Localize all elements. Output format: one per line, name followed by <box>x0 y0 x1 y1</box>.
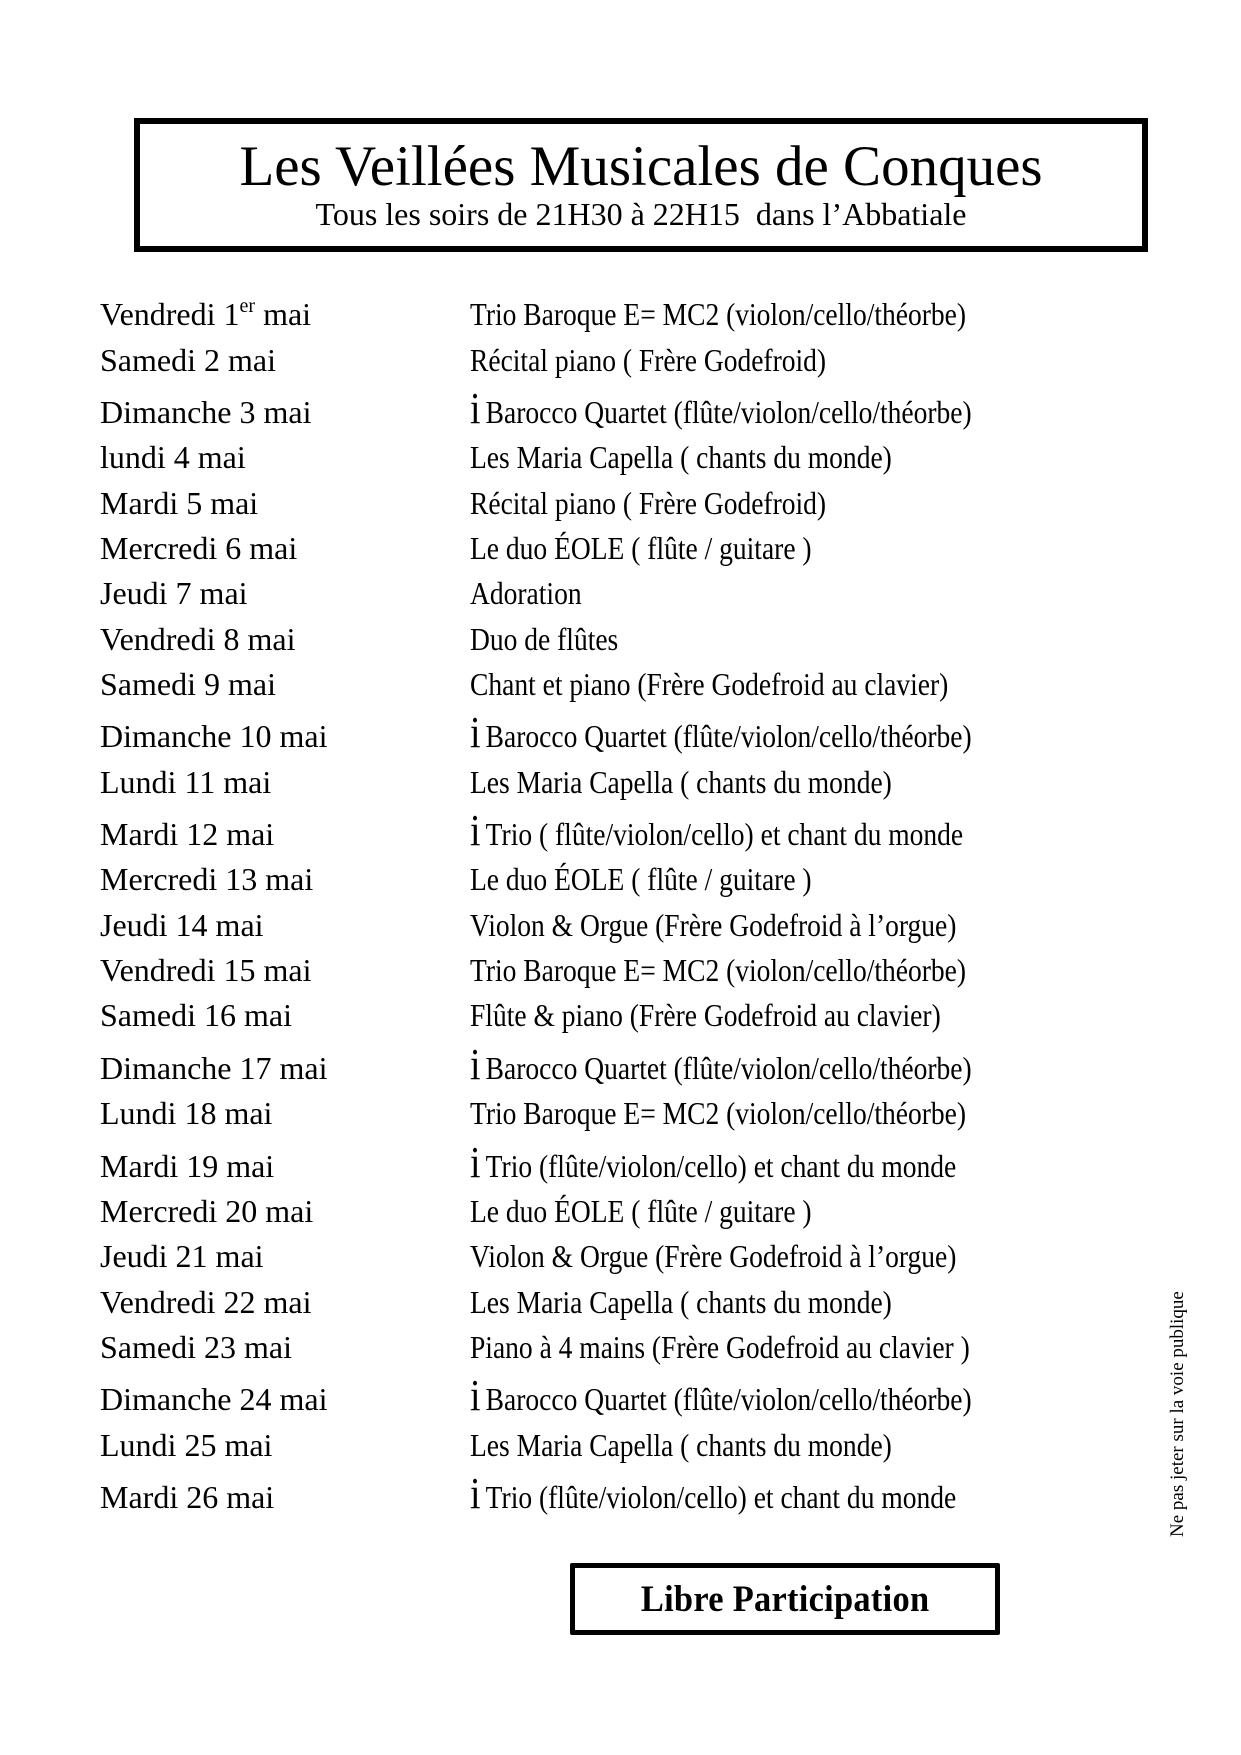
schedule-event <box>470 1039 972 1089</box>
footer-label: Libre Participation <box>640 1578 930 1620</box>
schedule-row <box>0 285 1140 333</box>
schedule-event-text: Trio (flûte/violon/cello) et chant du monde <box>485 1147 957 1184</box>
info-i-icon: i <box>470 384 481 434</box>
schedule-row <box>0 700 1140 758</box>
schedule-event-text: Les Maria Capella ( chants du monde) <box>470 1283 892 1320</box>
schedule-date-text: Lundi 25 mai <box>100 1426 273 1463</box>
schedule-event <box>470 665 949 702</box>
schedule-date-text: Vendredi 22 mai <box>100 1283 312 1320</box>
schedule-event-text: Barocco Quartet (flûte/violon/cello/théorbe) <box>485 718 972 755</box>
schedule-event-text: Barocco Quartet (flûte/violon/cello/théorbe) <box>485 1381 972 1418</box>
schedule-event-text: Violon & Orgue (Frère Godefroid à l’orgue) <box>470 906 957 943</box>
schedule-row <box>0 655 1140 700</box>
schedule-row <box>0 1227 1140 1275</box>
schedule-event <box>470 1283 892 1320</box>
schedule-date-text: Dimanche 10 mai <box>100 718 328 755</box>
schedule-event <box>470 763 892 800</box>
schedule-event <box>470 296 967 333</box>
schedule-list <box>0 285 1140 1519</box>
schedule-date <box>100 1283 312 1320</box>
schedule-date <box>100 1192 314 1229</box>
schedule-event-text: Duo de flûtes <box>470 620 619 657</box>
schedule-date-text: Mercredi 20 mai <box>100 1192 314 1229</box>
schedule-event <box>470 997 941 1034</box>
schedule-row <box>0 1363 1140 1421</box>
schedule-event-text: Le duo ÉOLE ( flûte / guitare ) <box>470 861 812 898</box>
schedule-row <box>0 1084 1140 1132</box>
schedule-event <box>470 529 812 566</box>
schedule-event <box>470 1328 970 1365</box>
schedule-date-text: Lundi 18 mai <box>100 1095 273 1132</box>
schedule-event <box>470 1192 812 1229</box>
schedule-event-text: Les Maria Capella ( chants du monde) <box>470 439 892 476</box>
schedule-row <box>0 330 1140 378</box>
schedule-event-text: Le duo ÉOLE ( flûte / guitare ) <box>470 529 812 566</box>
schedule-event <box>470 806 964 856</box>
schedule-event-text: Trio Baroque E= MC2 (violon/cello/théorbe) <box>470 1095 967 1132</box>
schedule-date <box>100 439 246 476</box>
schedule-event-text: Le duo ÉOLE ( flûte / guitare ) <box>470 1192 812 1229</box>
schedule-date-text: lundi 4 mai <box>100 439 246 476</box>
schedule-row <box>0 1415 1140 1463</box>
schedule-event <box>470 384 972 434</box>
schedule-row <box>0 428 1140 476</box>
schedule-event <box>470 1238 957 1275</box>
schedule-event <box>470 708 972 758</box>
schedule-date-text: Mardi 19 mai <box>100 1147 275 1184</box>
schedule-date <box>100 1095 273 1132</box>
side-note: Ne pas jeter sur la voie publique <box>1167 1291 1188 1537</box>
schedule-date <box>100 341 276 378</box>
schedule-row <box>0 1272 1140 1320</box>
schedule-row <box>0 850 1140 898</box>
schedule-event-text: Barocco Quartet (flûte/violon/cello/théorbe) <box>485 394 972 431</box>
schedule-date <box>100 718 328 755</box>
schedule-row <box>0 376 1140 434</box>
schedule-date <box>100 294 312 333</box>
schedule-row <box>0 1129 1140 1187</box>
schedule-event <box>470 439 892 476</box>
schedule-date-text: Jeudi 21 mai <box>100 1238 264 1275</box>
schedule-event <box>470 1469 957 1519</box>
schedule-date <box>100 1328 292 1365</box>
schedule-date <box>100 394 312 431</box>
schedule-row <box>0 473 1140 521</box>
info-i-icon: i <box>470 1469 481 1519</box>
footer-box <box>570 1563 1000 1635</box>
schedule-date-text: Samedi 9 mai <box>100 665 276 702</box>
schedule-event-text: Violon & Orgue (Frère Godefroid à l’orgue) <box>470 1238 957 1275</box>
schedule-row <box>0 1031 1140 1089</box>
schedule-event-text: Adoration <box>470 575 582 612</box>
schedule-date-suffix: mai <box>255 296 312 333</box>
schedule-date-text: Mardi 12 mai <box>100 816 275 853</box>
schedule-date-text: Dimanche 24 mai <box>100 1381 328 1418</box>
schedule-date-text: Vendredi 15 mai <box>100 952 312 989</box>
schedule-date <box>100 665 276 702</box>
schedule-event-text: Trio ( flûte/violon/cello) et chant du monde <box>485 816 964 853</box>
schedule-event <box>470 620 619 657</box>
schedule-date <box>100 620 296 657</box>
schedule-row <box>0 519 1140 564</box>
schedule-date-text: Vendredi 8 mai <box>100 620 296 657</box>
schedule-event <box>470 341 827 378</box>
schedule-date-text: Mercredi 6 mai <box>100 529 298 566</box>
schedule-event <box>470 575 582 612</box>
schedule-date <box>100 529 298 566</box>
schedule-date-text: Dimanche 3 mai <box>100 394 312 431</box>
schedule-event-text: Trio Baroque E= MC2 (violon/cello/théorbe) <box>470 296 967 333</box>
schedule-date-text: Lundi 11 mai <box>100 763 272 800</box>
info-i-icon: i <box>470 708 481 758</box>
schedule-event <box>470 1371 972 1421</box>
schedule-row <box>0 798 1140 856</box>
schedule-event <box>470 952 967 989</box>
schedule-row <box>0 564 1140 612</box>
ordinal-superscript: er <box>239 294 256 317</box>
schedule-event-text: Les Maria Capella ( chants du monde) <box>470 1426 892 1463</box>
schedule-date <box>100 575 248 612</box>
schedule-date <box>100 816 275 853</box>
schedule-date <box>100 906 264 943</box>
schedule-date <box>100 952 312 989</box>
schedule-event <box>470 484 827 521</box>
schedule-event-text: Trio Baroque E= MC2 (violon/cello/théorbe) <box>470 952 967 989</box>
schedule-event <box>470 1095 967 1132</box>
schedule-date <box>100 484 259 521</box>
schedule-event-text: Trio (flûte/violon/cello) et chant du monde <box>485 1479 957 1516</box>
schedule-date <box>100 1479 275 1516</box>
schedule-date-text: Samedi 23 mai <box>100 1328 292 1365</box>
info-i-icon: i <box>470 1137 481 1187</box>
schedule-date <box>100 1049 328 1086</box>
schedule-date-text: Jeudi 7 mai <box>100 575 248 612</box>
schedule-row <box>0 1318 1140 1363</box>
schedule-row <box>0 1182 1140 1227</box>
page-title: Les Veillées Musicales de Conques <box>239 135 1043 198</box>
schedule-event-text: Récital piano ( Frère Godefroid) <box>470 341 827 378</box>
schedule-date <box>100 861 314 898</box>
schedule-event-text: Flûte & piano (Frère Godefroid au clavier) <box>470 997 941 1034</box>
schedule-row <box>0 986 1140 1034</box>
schedule-date <box>100 1426 273 1463</box>
schedule-row <box>0 752 1140 800</box>
schedule-row <box>0 1461 1140 1519</box>
schedule-row <box>0 895 1140 943</box>
schedule-event-text: Les Maria Capella ( chants du monde) <box>470 763 892 800</box>
schedule-event <box>470 1426 892 1463</box>
info-i-icon: i <box>470 1039 481 1089</box>
schedule-event <box>470 861 812 898</box>
schedule-row <box>0 941 1140 989</box>
schedule-date-text: Mercredi 13 mai <box>100 861 314 898</box>
schedule-date <box>100 1147 275 1184</box>
schedule-date-text: Dimanche 17 mai <box>100 1049 328 1086</box>
schedule-row <box>0 609 1140 657</box>
schedule-date-text: Mardi 26 mai <box>100 1479 275 1516</box>
schedule-date <box>100 1238 264 1275</box>
info-i-icon: i <box>470 1371 481 1421</box>
schedule-event <box>470 906 957 943</box>
schedule-date <box>100 763 272 800</box>
schedule-date <box>100 1381 328 1418</box>
schedule-date-text: Vendredi 1 <box>100 296 240 333</box>
schedule-event-text: Piano à 4 mains (Frère Godefroid au clavier ) <box>470 1328 970 1365</box>
schedule-event-text: Chant et piano (Frère Godefroid au clavier) <box>470 665 949 702</box>
schedule-date-text: Jeudi 14 mai <box>100 906 264 943</box>
page-subtitle: Tous les soirs de 21H30 à 22H15 dans l’Abbatiale <box>315 196 967 232</box>
schedule-date-text: Samedi 2 mai <box>100 341 276 378</box>
schedule-event-text: Récital piano ( Frère Godefroid) <box>470 484 827 521</box>
schedule-event-text: Barocco Quartet (flûte/violon/cello/théorbe) <box>485 1049 972 1086</box>
info-i-icon: i <box>470 806 481 856</box>
schedule-date <box>100 997 292 1034</box>
schedule-date-text: Samedi 16 mai <box>100 997 292 1034</box>
schedule-event <box>470 1137 957 1187</box>
schedule-date-text: Mardi 5 mai <box>100 484 259 521</box>
header-box <box>134 118 1148 252</box>
